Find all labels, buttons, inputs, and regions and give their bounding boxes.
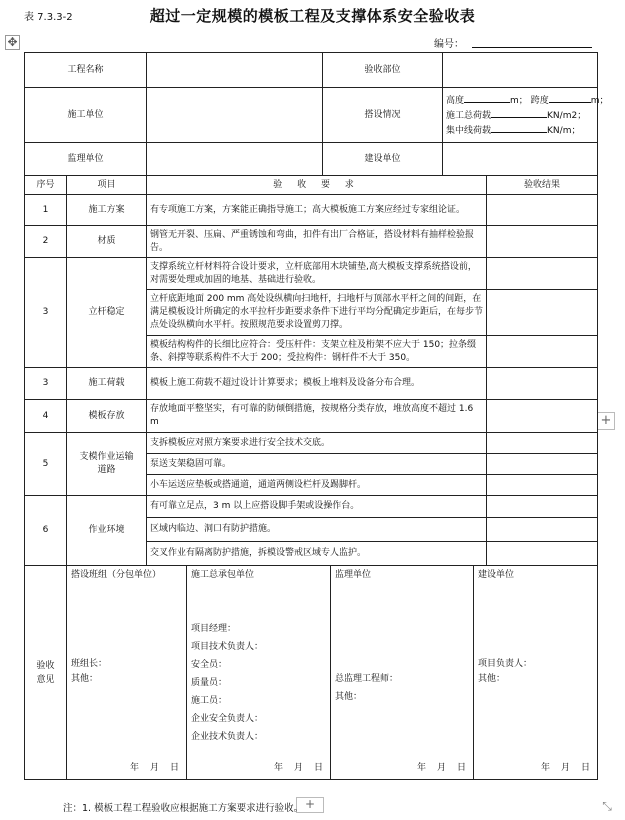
header-requirement: 验 收 要 求 xyxy=(147,176,487,195)
result-field[interactable] xyxy=(487,542,598,566)
signoff-general-contractor[interactable]: 施工总承包单位 项目经理： 项目技术负责人： 安全员： 质量员： 施工员： 企业安全负责人： 企业技术负责人： 年 月 日 xyxy=(187,566,331,779)
project-name-label: 工程名称 xyxy=(25,53,147,88)
form-title: 超过一定规模的模板工程及支撑体系安全验收表 xyxy=(149,7,476,25)
add-row-icon[interactable]: + xyxy=(296,797,324,813)
requirement-text: 存放地面平整坚实，有可靠的防倾倒措施，按规格分类存放，堆放高度不超过 1.6 m xyxy=(147,400,487,433)
requirement-text: 交叉作业有隔离防护措施，拆模设警戒区域专人监护。 xyxy=(147,542,487,566)
serial-number-label: 编号： xyxy=(434,39,464,50)
requirement-text: 有专项施工方案，方案能正确指导施工；高大模板施工方案应经过专家组论证。 xyxy=(147,195,487,226)
row-item: 施工荷载 xyxy=(67,368,147,400)
owner-unit-field[interactable] xyxy=(443,143,598,175)
supervision-unit-field[interactable] xyxy=(147,143,323,175)
result-field[interactable] xyxy=(487,290,598,336)
height-span-line: 高度 m； 跨度 m； xyxy=(446,93,594,108)
acceptance-part-field[interactable] xyxy=(443,53,598,87)
add-column-icon[interactable]: + xyxy=(597,412,615,430)
row-item: 施工方案 xyxy=(67,195,147,226)
serial-number-field[interactable] xyxy=(472,47,592,48)
result-field[interactable] xyxy=(487,518,598,542)
concentrated-load-field[interactable] xyxy=(491,123,547,133)
row-no: 4 xyxy=(25,400,67,433)
result-field[interactable] xyxy=(487,475,598,496)
owner-unit-label: 建设单位 xyxy=(323,143,443,175)
acceptance-table xyxy=(24,52,609,780)
result-field[interactable] xyxy=(487,368,598,400)
result-field[interactable] xyxy=(487,496,598,518)
row-no: 3 xyxy=(25,258,67,368)
table-resize-handle-icon[interactable]: ⤡ xyxy=(602,799,612,813)
setup-status-details xyxy=(443,88,609,142)
row-no: 2 xyxy=(25,226,67,258)
height-field[interactable] xyxy=(464,93,510,103)
requirement-text: 小车运送应垫板或搭通道，通道两侧设栏杆及踢脚杆。 xyxy=(147,475,487,496)
result-field[interactable] xyxy=(487,195,598,226)
row-item: 作业环境 xyxy=(67,496,147,566)
requirement-text: 模板上施工荷载不超过设计计算要求；模板上堆料及设备分布合理。 xyxy=(147,368,487,400)
header-result: 验收结果 xyxy=(487,176,598,195)
footnote: 注：1. 模板工程工程验收应根据施工方案要求进行验收。 xyxy=(63,803,304,814)
construction-unit-label: 施工单位 xyxy=(25,88,147,143)
result-field[interactable] xyxy=(487,433,598,454)
row-no: 6 xyxy=(25,496,67,566)
row-item: 立杆稳定 xyxy=(67,258,147,368)
total-load-field[interactable] xyxy=(491,108,547,118)
requirement-text: 支撑系统立杆材料符合设计要求，立杆底部用木块铺垫,高大模板支撑系统搭设前，对需要处理或加固的地基、基础进行验收。 xyxy=(147,258,487,290)
span-field[interactable] xyxy=(549,93,591,103)
requirement-text: 区域内临边、洞口有防护措施。 xyxy=(147,518,487,542)
row-item: 材质 xyxy=(67,226,147,258)
result-field[interactable] xyxy=(487,336,598,368)
setup-status-label: 搭设情况 xyxy=(323,88,443,142)
concentrated-load-line: 集中线荷载 KN/m； xyxy=(446,123,594,138)
requirement-text: 有可靠立足点，3 m 以上应搭设脚手架或设操作台。 xyxy=(147,496,487,518)
row-no: 5 xyxy=(25,433,67,496)
table-move-handle-icon[interactable]: ✥ xyxy=(5,35,20,50)
construction-unit-field[interactable] xyxy=(147,88,323,142)
result-field[interactable] xyxy=(487,400,598,433)
row-no: 3 xyxy=(25,368,67,400)
signoff-owner[interactable]: 建设单位 项目负责人： 其他： 年 月 日 xyxy=(478,570,592,773)
signoff-team[interactable]: 搭设班组（分包单位） 班组长： 其他： 年 月 日 xyxy=(67,566,187,779)
result-field[interactable] xyxy=(487,226,598,258)
supervision-unit-label: 监理单位 xyxy=(25,143,147,176)
header-item: 项目 xyxy=(67,176,147,195)
form-reference-number: 表 7.3.3-2 xyxy=(24,12,73,23)
result-field[interactable] xyxy=(487,258,598,290)
result-field[interactable] xyxy=(487,454,598,475)
requirement-text: 模板结构构件的长细比应符合：受压杆件：支架立柱及桁架不应大于 150；拉条缀条、斜撑等联系构件不大于 200；受拉构件：钢杆件不大于 350。 xyxy=(147,336,487,368)
row-item: 支模作业运输道路 xyxy=(67,433,147,496)
acceptance-part-label: 验收部位 xyxy=(323,53,443,87)
row-no: 1 xyxy=(25,195,67,226)
requirement-text: 钢管无开裂、压扁、严重锈蚀和弯曲，扣件有出厂合格证，搭设材料有抽样检验报告。 xyxy=(147,226,487,258)
acceptance-opinion-label: 验收意见 xyxy=(25,566,67,780)
header-no: 序号 xyxy=(25,176,67,195)
requirement-text: 立杆底距地面 200 mm 高处设纵横向扫地杆，扫地杆与顶部水平杆之间的间距，在满足模板设计所确定的水平拉杆步距要求条件下进行平均分配确定步距后，在每步节点处设纵横向水平杆。按照规范要求设置剪刀撑。 xyxy=(147,290,487,336)
project-name-field[interactable] xyxy=(147,53,323,87)
requirement-text: 支拆模板应对照方案要求进行安全技术交底。 xyxy=(147,433,487,454)
row-item: 模板存放 xyxy=(67,400,147,433)
signoff-supervision[interactable]: 监理单位 总监理工程师： 其他： 年 月 日 xyxy=(331,566,474,779)
total-load-line: 施工总荷载 KN/m2； xyxy=(446,108,594,123)
requirement-text: 泵送支架稳固可靠。 xyxy=(147,454,487,475)
